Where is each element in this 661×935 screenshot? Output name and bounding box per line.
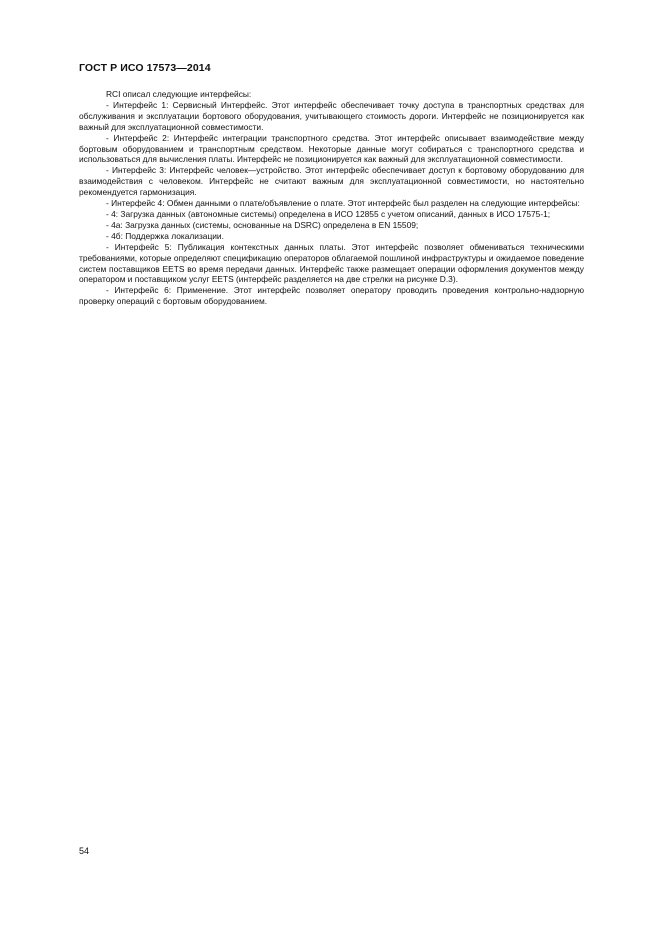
paragraph-interface-2: - Интерфейс 2: Интерфейс интеграции транспортного средства. Этот интерфейс описывает взаимодействие между бортовым оборудованием и транспортным средством. Некоторые данные могут собираться с транспортного средства и использоваться для вычисления платы. Интерфейс не позиционируется как важный для эксплуатационной совместимости.: [79, 132, 584, 165]
paragraph-interface-4a: - 4а: Загрузка данных (системы, основанные на DSRC) определена в EN 15509;: [106, 219, 419, 230]
paragraph-interface-4: - Интерфейс 4: Обмен данными о плате/объявление о плате. Этот интерфейс был разделен на следующие интерфейсы:: [106, 198, 580, 209]
paragraph-intro: RCI описал следующие интерфейсы:: [106, 89, 252, 99]
paragraph-interface-4-sub: - 4: Загрузка данных (автономные системы) определена в ИСО 12855 с учетом описаний, данных в ИСО 17575-1;: [106, 208, 551, 219]
paragraph-interface-1: - Интерфейс 1: Сервисный Интерфейс. Этот интерфейс обеспечивает точку доступа в транспортных средствах для обслуживания и эксплуатации бортового оборудования, учитывающего стоимость дороги. Интерфейс не позиционируется как важный для эксплуатационной совместимости.: [79, 99, 584, 132]
document-body: [79, 89, 584, 307]
paragraph-interface-5: - Интерфейс 5: Публикация контекстных данных платы. Этот интерфейс позволяет обмениваться техническими требованиями, которые определяют спецификацию операторов облагаемой пошлиной инфраструктуры и ожидаемое поведение систем поставщиков EETS во время передачи данных. Интерфейс также размещает операции оформления документов между оператором и поставщиком услуг EETS (интерфейс разделяется на две стрелки на рисунке D.3).: [79, 241, 584, 285]
paragraph-interface-3: - Интерфейс 3: Интерфейс человек—устройство. Этот интерфейс обеспечивает доступ к бортовому оборудованию для взаимодействия с человеком. Интерфейс не считают важным для эксплуатационной совместимости, но настоятельно рекомендуется гармонизация.: [79, 165, 584, 198]
page-number: 54: [79, 846, 90, 856]
page-header-standard-code: ГОСТ Р ИСО 17573—2014: [79, 62, 211, 74]
paragraph-interface-4b: - 4б: Поддержка локализации.: [106, 230, 224, 241]
paragraph-interface-6: - Интерфейс 6: Применение. Этот интерфейс позволяет оператору проводить проведения контрольно-надзорную проверку операций с бортовым оборудованием.: [79, 285, 584, 307]
